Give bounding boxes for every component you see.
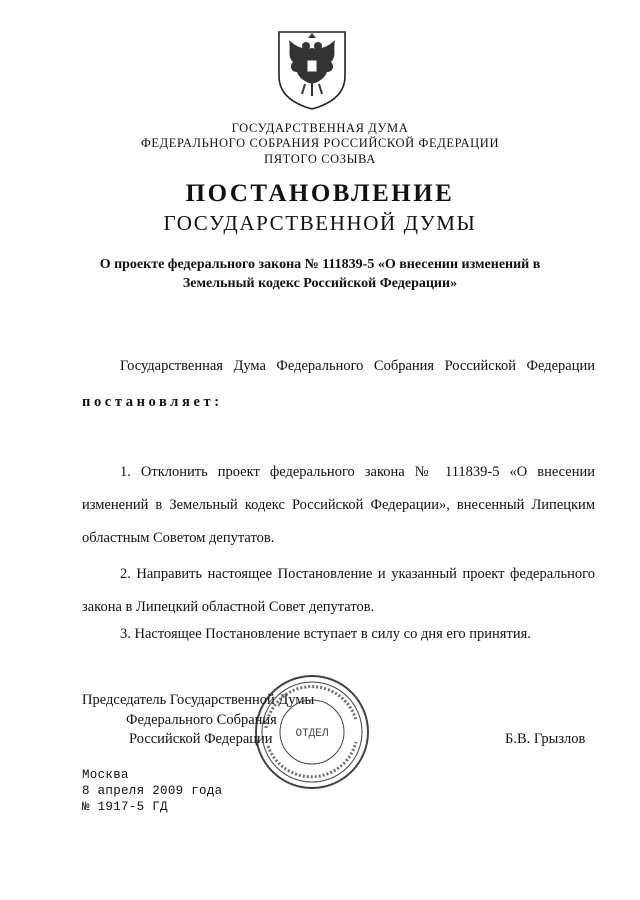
stamp-label: ОТДЕЛ xyxy=(295,728,329,740)
signatory-title-line-2: Федерального Собрания xyxy=(126,712,277,728)
round-seal-stamp-icon xyxy=(252,672,372,792)
resolution-number: № 1917-5 ГД xyxy=(82,800,168,814)
place-of-adoption: Москва xyxy=(82,768,129,782)
resolution-item-2: 2. Направить настоящее Постановление и указанный проект федерального закона в Липецкий областной Совет депутатов. xyxy=(82,566,595,615)
header-convocation: ПЯТОГО СОЗЫВА xyxy=(264,152,376,166)
resolution-item-3: 3. Настоящее Постановление вступает в силу со дня его принятия. xyxy=(120,626,531,642)
signatory-title-line-3: Российской Федерации xyxy=(129,731,273,747)
signatory-title-line-1: Председатель Государственной Думы xyxy=(82,692,315,708)
signer-name: Б.В. Грызлов xyxy=(505,731,586,747)
adoption-date: 8 апреля 2009 года xyxy=(82,784,223,798)
document-title: ПОСТАНОВЛЕНИЕ xyxy=(185,180,455,207)
resolution-item-1: 1. Отклонить проект федерального закона № 111839-5 «О внесении изменений в Земельный кодекс Российской Федерации», внесенный Липецким областным Советом депутатов. xyxy=(82,464,595,546)
document-subtitle: ГОСУДАРСТВЕННОЙ ДУМЫ xyxy=(163,211,477,235)
coat-of-arms-icon xyxy=(275,28,349,112)
header-duma: ГОСУДАРСТВЕННАЯ ДУМА xyxy=(231,121,409,135)
intro-paragraph: Государственная Дума Федерального Собрания Российской Федерации xyxy=(120,358,595,374)
header-federal-assembly: ФЕДЕРАЛЬНОГО СОБРАНИЯ РОССИЙСКОЙ ФЕДЕРАЦИИ xyxy=(140,136,500,150)
resolve-word: постановляет: xyxy=(82,394,223,410)
document-subject: О проекте федерального закона № 111839-5 «О внесении изменений в Земельный кодекс Российской Федерации» xyxy=(99,257,541,291)
